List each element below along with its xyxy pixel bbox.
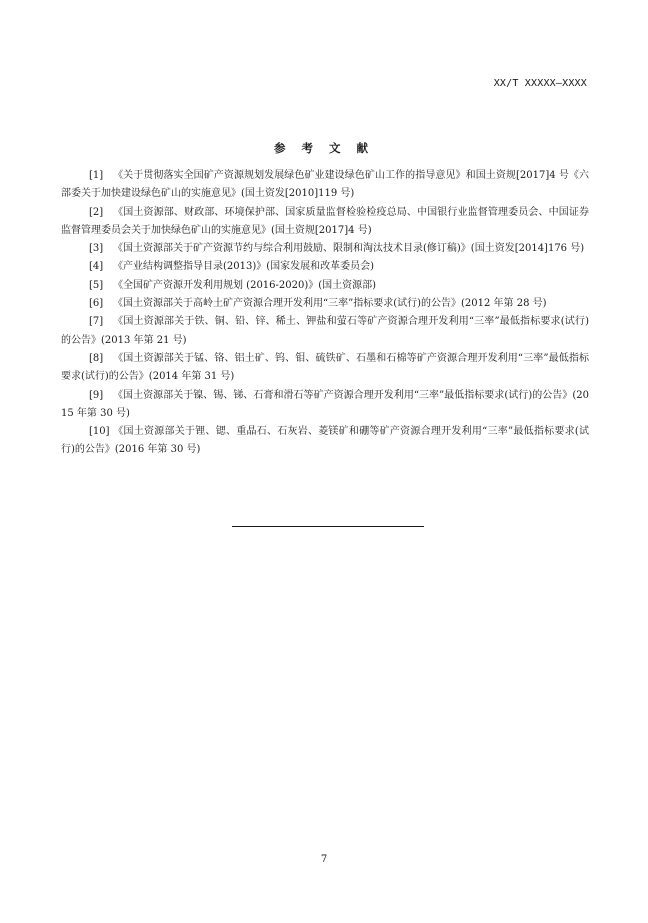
reference-number: [6] xyxy=(89,298,104,310)
reference-item xyxy=(61,387,589,424)
reference-number: [7] xyxy=(89,316,104,328)
reference-text: 《产业结构调整指导目录(2013)》(国家发展和改革委员会) xyxy=(113,261,375,273)
reference-number: [3] xyxy=(89,243,104,255)
end-divider xyxy=(232,526,424,527)
reference-item xyxy=(61,423,589,460)
reference-number: [10] xyxy=(89,426,110,438)
reference-text: 《全国矿产资源开发利用规划 (2016-2020)》(国土资源部) xyxy=(113,279,377,291)
reference-number: [9] xyxy=(89,389,104,401)
reference-item xyxy=(61,350,589,387)
reference-number: [5] xyxy=(89,279,104,291)
reference-text: 《国土资源部关于矿产资源节约与综合利用鼓励、限制和淘汰技术目录(修订稿)》(国土资发[2014]176 号) xyxy=(113,243,585,255)
reference-number: [4] xyxy=(89,261,104,273)
reference-item xyxy=(61,277,589,295)
reference-text: 《国土资源部关于铁、铜、铅、锌、稀土、钾盐和萤石等矿产资源合理开发利用“三率”最低指标要求(试行)的公告》(2013 年第 21 号) xyxy=(61,316,589,346)
reference-text: 《国土资源部关于锂、锶、重晶石、石灰岩、菱镁矿和硼等矿产资源合理开发利用“三率”最低指标要求(试行)的公告》(2016 年第 30 号) xyxy=(61,426,589,456)
reference-number: [2] xyxy=(89,206,104,218)
reference-text: 《关于贯彻落实全国矿产资源规划发展绿色矿业建设绿色矿山工作的指导意见》和国土资规[2017]4 号《六部委关于加快建设绿色矿山的实施意见》(国土资发[2010]119 号) xyxy=(61,170,589,200)
reference-item xyxy=(61,258,589,276)
reference-item xyxy=(61,240,589,258)
reference-item xyxy=(61,167,589,204)
reference-item xyxy=(61,295,589,313)
reference-number: [8] xyxy=(89,352,104,364)
section-title: 参 考 文 献 xyxy=(273,141,374,155)
reference-text: 《国土资源部、财政部、环境保护部、国家质量监督检验检疫总局、中国银行业监督管理委员会、中国证券监督管理委员会关于加快绿色矿山的实施意见》(国土资规[2017]4 号) xyxy=(61,206,589,236)
reference-text: 《国土资源部关于高岭土矿产资源合理开发利用“三率”指标要求(试行)的公告》(2012 年第 28 号) xyxy=(113,298,547,310)
reference-item xyxy=(61,313,589,350)
reference-number: [1] xyxy=(89,170,104,181)
reference-text: 《国土资源部关于镍、锡、锑、石膏和滑石等矿产资源合理开发利用“三率”最低指标要求(试行)的公告》(2015 年第 30 号) xyxy=(61,389,589,419)
reference-text: 《国土资源部关于锰、铬、铝土矿、钨、钼、硫铁矿、石墨和石棉等矿产资源合理开发利用“三率”最低指标要求(试行)的公告》(2014 年第 31 号) xyxy=(61,352,589,383)
reference-item xyxy=(61,204,589,241)
page-number: 7 xyxy=(320,854,328,865)
document-code: XX/T XXXXX—XXXX xyxy=(493,78,587,89)
reference-list xyxy=(61,167,589,460)
